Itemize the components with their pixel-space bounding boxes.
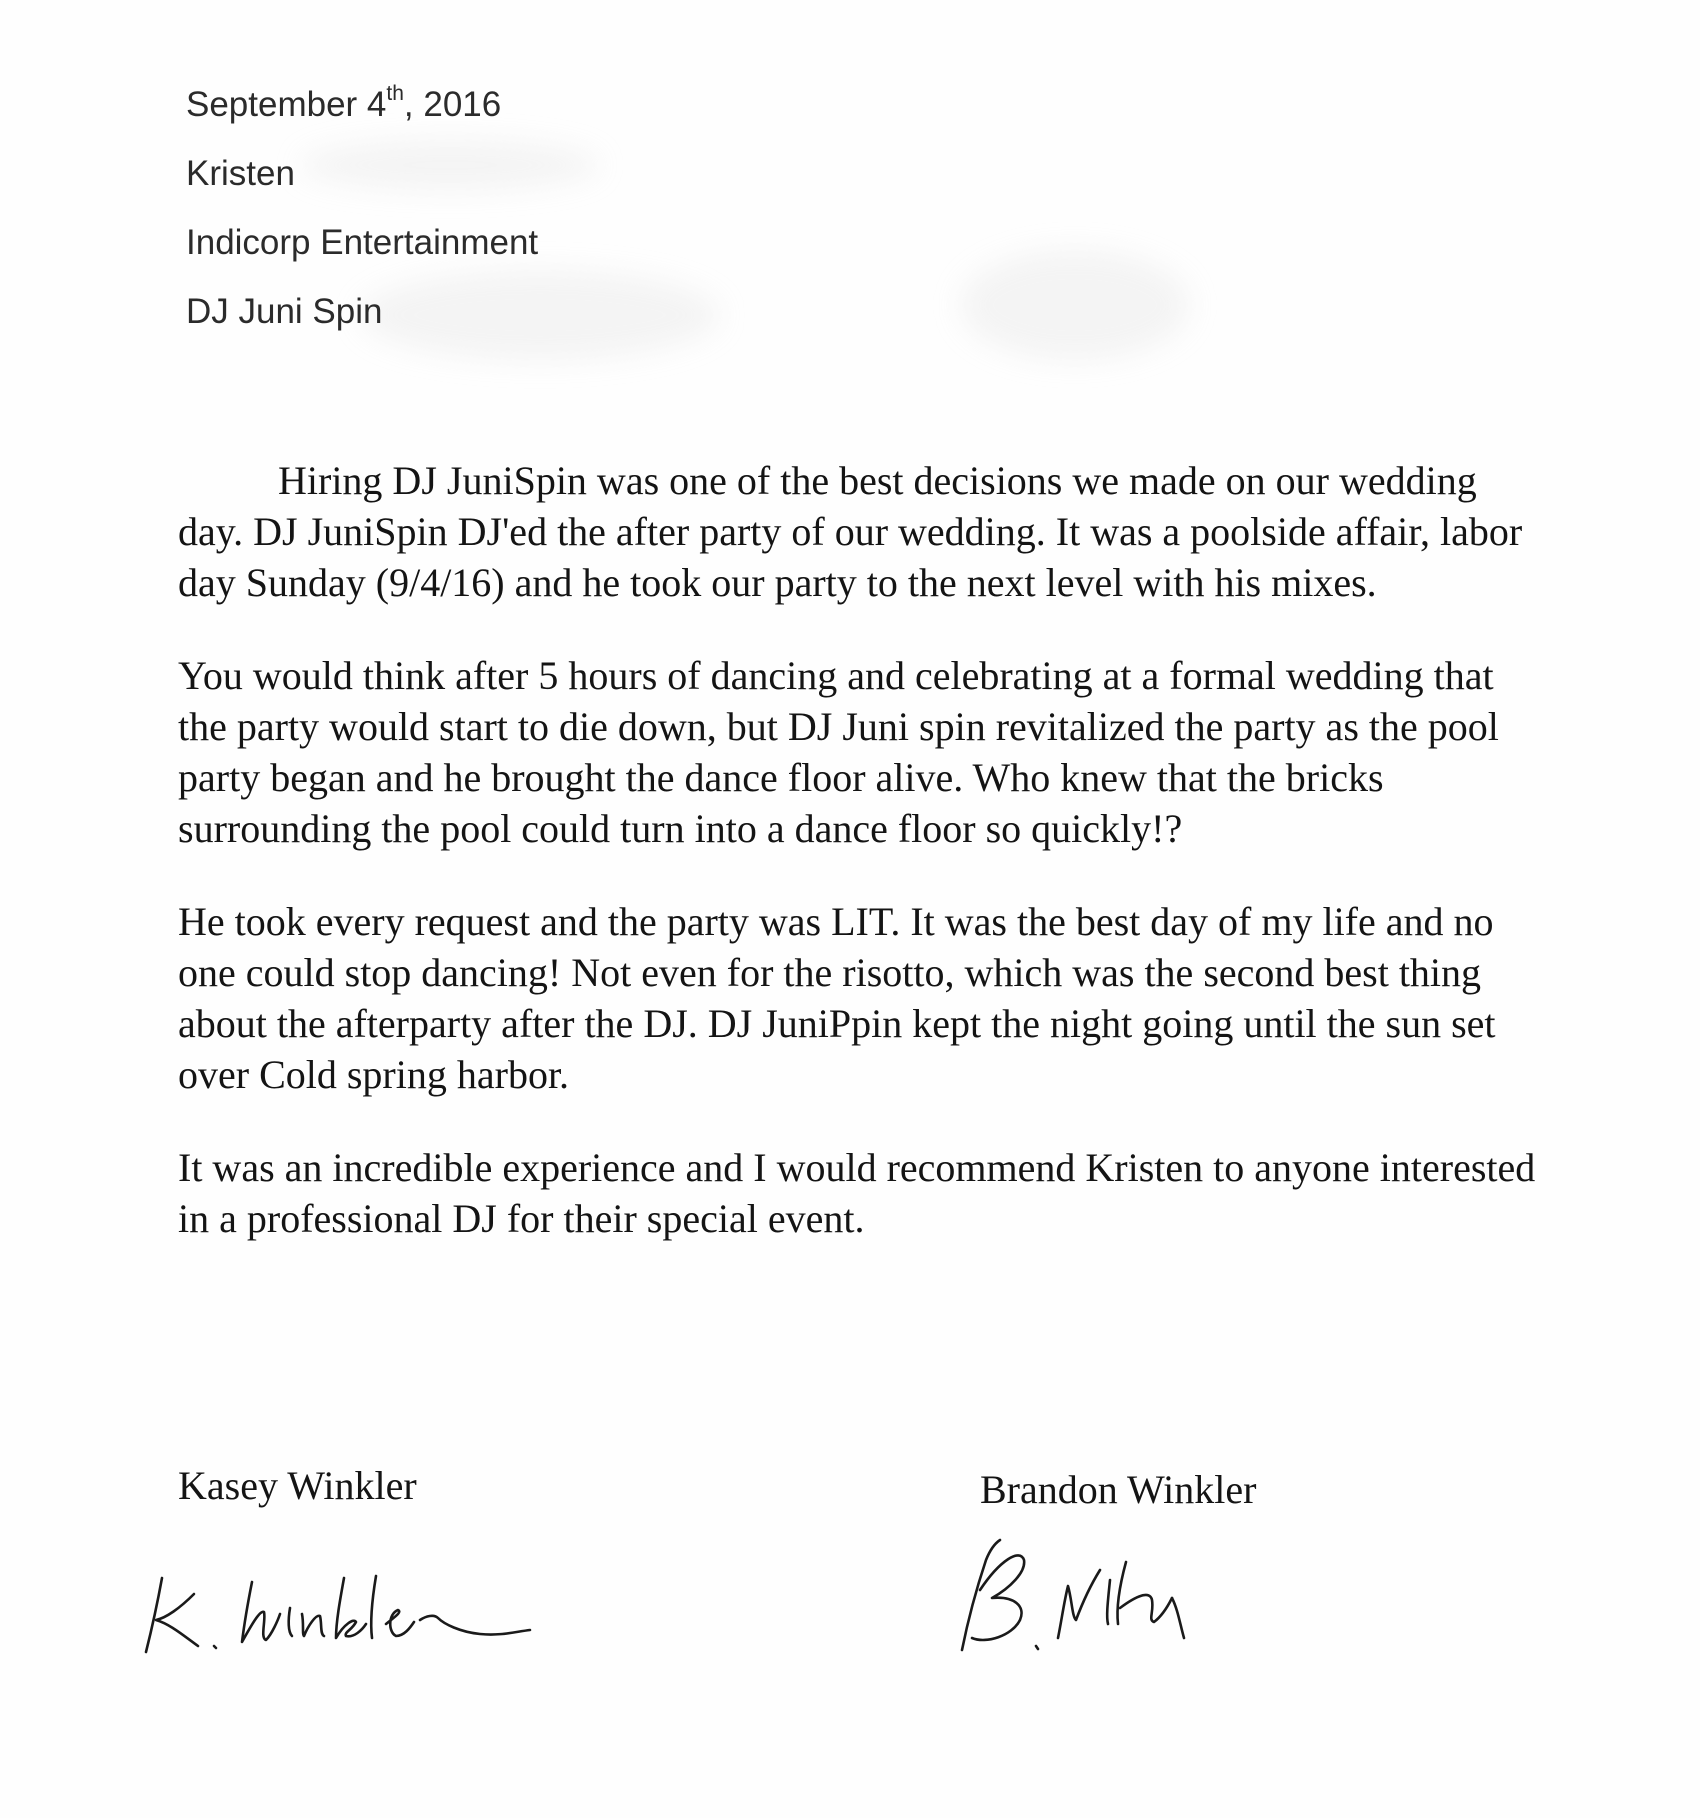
signature-left xyxy=(140,1560,560,1670)
letter-header xyxy=(186,70,538,346)
recipient-name: Kristen xyxy=(186,154,295,193)
body-paragraph: It was an incredible experience and I would recommend Kristen to anyone interested in a professional DJ for their special event. xyxy=(178,1145,1536,1241)
body-paragraph: He took every request and the party was LIT. It was the best day of my life and no one could stop dancing! Not even for the risotto, which was the second best thing about the afterparty after the DJ. DJ JuniPpin kept the night going until the sun set over Cold spring harbor. xyxy=(178,899,1496,1097)
signature-right xyxy=(940,1520,1200,1670)
letter-body xyxy=(178,455,1538,1286)
body-paragraph: You would think after 5 hours of dancing and celebrating at a formal wedding that the party would start to die down, but DJ Juni spin revitalized the party as the pool party began and he brought the dance floor alive. Who knew that the bricks surrounding the pool could turn into a dance floor so quickly!? xyxy=(178,653,1499,851)
signer-name-left: Kasey Winkler xyxy=(178,1463,417,1508)
signer-name-right: Brandon Winkler xyxy=(980,1467,1257,1512)
letter-date: September 4th, 2016 xyxy=(186,82,502,124)
redaction-smudge xyxy=(960,250,1190,360)
recipient-company: Indicorp Entertainment xyxy=(186,223,539,262)
body-paragraph: Hiring DJ JuniSpin was one of the best decisions we made on our wedding day. DJ JuniSpin DJ'ed the after party of our wedding. It was a poolside affair, labor day Sunday (9/4/16) and he took our party to the next level with his mixes. xyxy=(178,458,1523,605)
recipient-dj-name: DJ Juni Spin xyxy=(186,292,383,331)
